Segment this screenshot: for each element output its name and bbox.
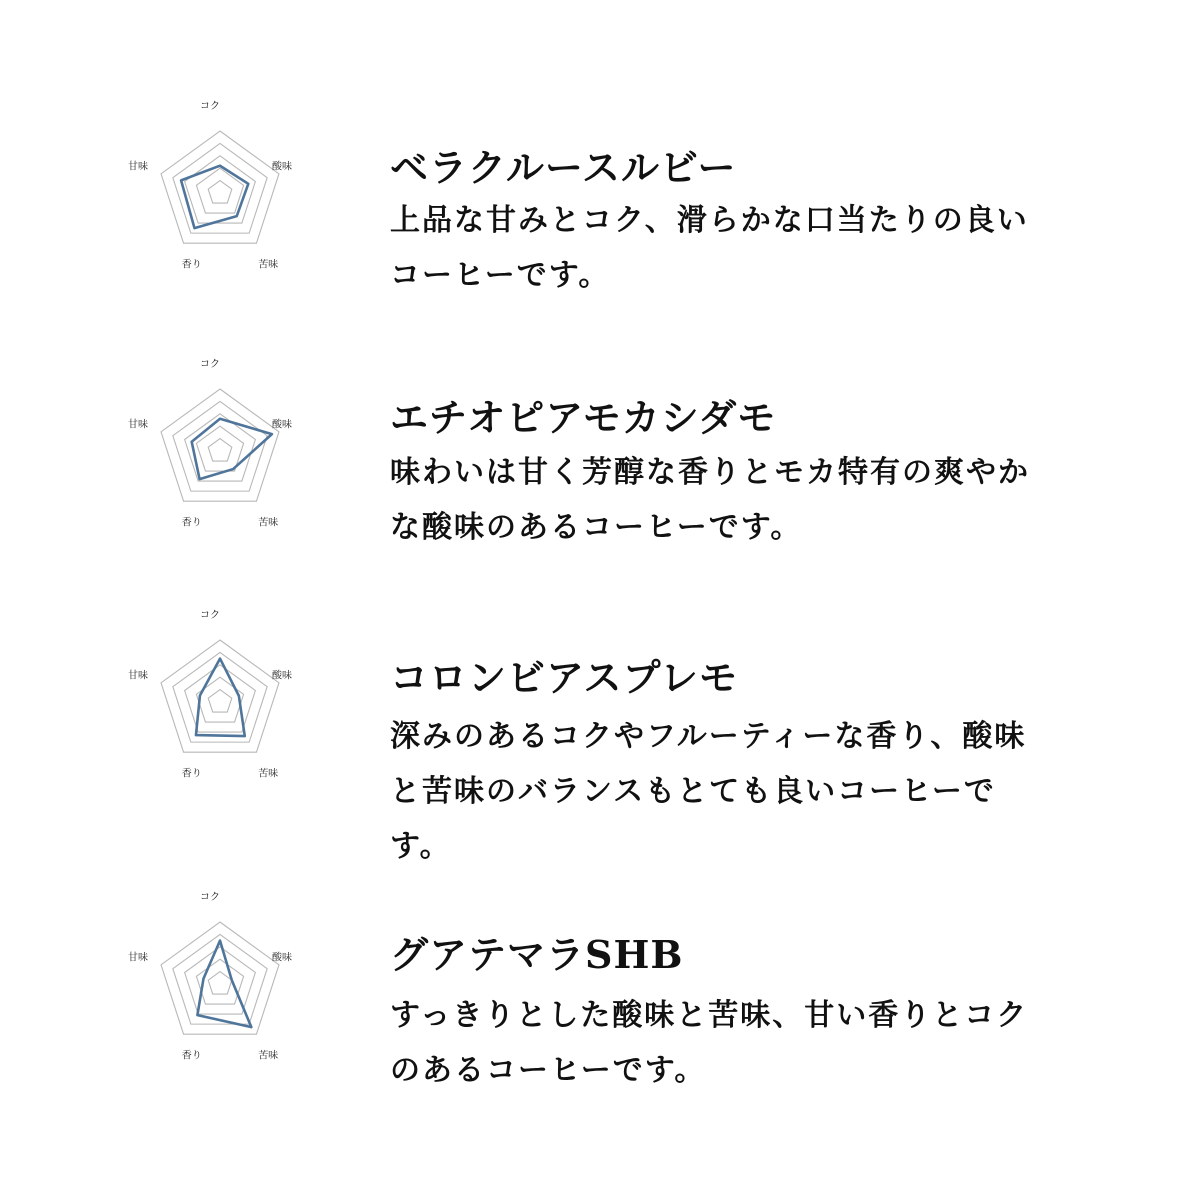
radar-axis-label: 苦味 — [258, 768, 279, 780]
radar-chart — [100, 892, 340, 1096]
radar-axis-label: コク — [200, 610, 220, 621]
coffee-name: ベラクルースルビー — [390, 145, 737, 190]
radar-grid-ring — [208, 439, 232, 461]
radar-axis-label: 苦味 — [258, 259, 279, 271]
coffee-name: グアテマラSHB — [390, 932, 684, 977]
radar-axis-label: 酸味 — [271, 161, 292, 173]
radar-grid-ring — [161, 131, 279, 243]
radar-series-shape — [181, 166, 248, 228]
radar-grid-ring — [196, 677, 243, 722]
radar-axis-label: 香り — [181, 768, 202, 780]
radar-axis-label: コク — [200, 892, 220, 903]
radar-chart — [100, 359, 340, 563]
coffee-name: コロンビアスプレモ — [390, 655, 738, 700]
radar-axis-label: 甘味 — [128, 670, 149, 682]
radar-axis-label: 香り — [181, 1050, 202, 1062]
radar-axis-label: 苦味 — [258, 1050, 279, 1062]
radar-axis-label: 酸味 — [271, 952, 292, 964]
radar-axis-label: 甘味 — [128, 952, 149, 964]
radar-axis-label: 酸味 — [271, 670, 292, 682]
radar-chart — [100, 101, 340, 305]
radar-axis-label: 甘味 — [128, 161, 149, 173]
radar-axis-label: 酸味 — [271, 419, 292, 431]
coffee-description: すっきりとした酸味と苦味、甘い香りとコク のあるコーヒーです。 — [390, 998, 1029, 1088]
radar-series-shape — [196, 659, 245, 737]
radar-grid-ring — [208, 690, 232, 712]
radar-axis-label: 苦味 — [258, 517, 279, 529]
coffee-name: エチオピアモカシダモ — [390, 395, 777, 440]
radar-grid-ring — [161, 922, 279, 1034]
radar-grid-ring — [208, 972, 232, 994]
radar-axis-label: コク — [200, 101, 220, 112]
radar-axis-label: 香り — [181, 517, 202, 529]
radar-axis-label: 甘味 — [128, 419, 149, 431]
radar-axis-label: 香り — [181, 259, 202, 271]
radar-grid-ring — [208, 181, 232, 203]
radar-axis-label: コク — [200, 359, 220, 370]
coffee-description: 深みのあるコクやフルーティーな香り、酸味 と苦味のバランスもとても良いコーヒーで す。 — [390, 719, 1027, 864]
coffee-description: 味わいは甘く芳醇な香りとモカ特有の爽やか な酸味のあるコーヒーです。 — [390, 455, 1030, 545]
radar-chart — [100, 610, 340, 814]
coffee-description: 上品な甘みとコク、滑らかな口当たりの良い コーヒーです。 — [390, 203, 1029, 293]
